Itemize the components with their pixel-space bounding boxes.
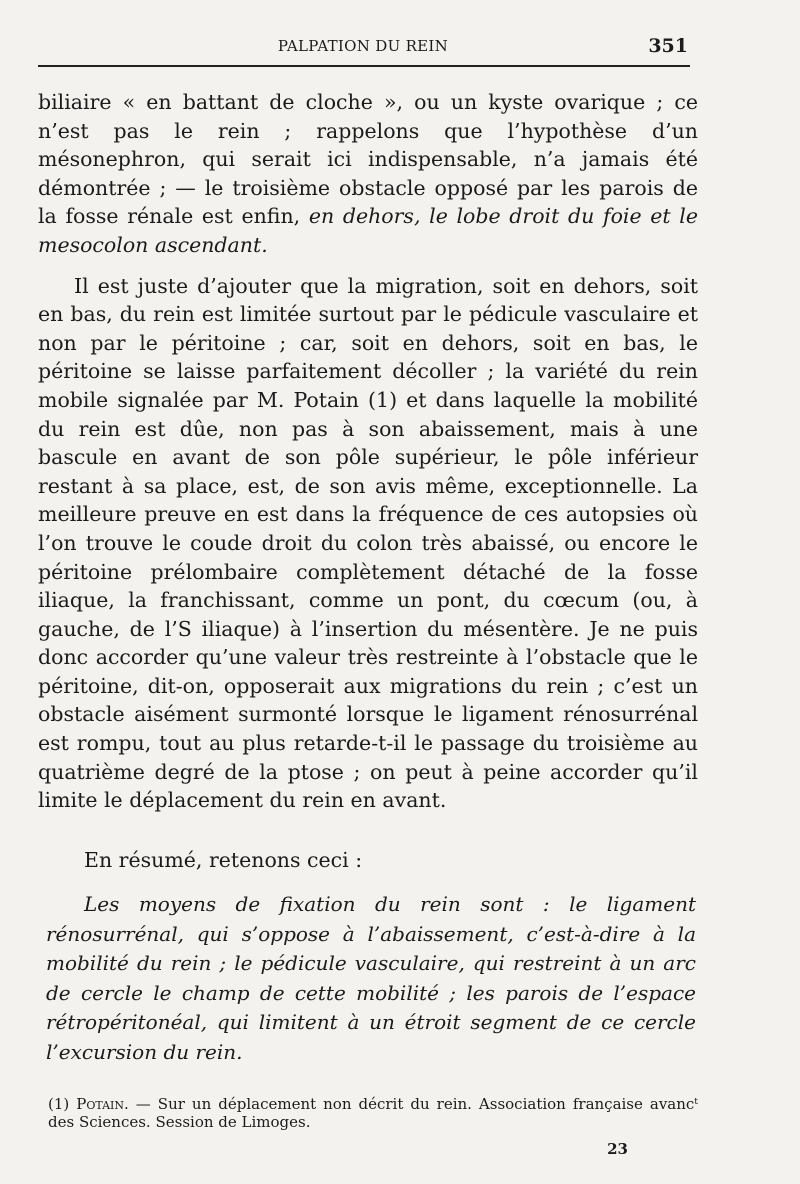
footnote-marker: (1) [48,1095,77,1113]
footnote [48,1095,698,1131]
main-text [38,88,698,815]
signature-mark: 23 [607,1140,628,1158]
paragraph-2: Il est juste d’ajouter que la migration, soit en dehors, soit en bas, du rein est limitée surtout par le pédicule vasculaire et non par le péritoine ; car, soit en dehors, soit en bas, le péritoine se laisse parfaitement décoller ; la variété du rein mobile signalée par M. Potain (1) et dans laquelle la mobilité du rein est dûe, non pas à son abaissement, mais à une bascule en avant de son pôle supérieur, le pôle inférieur restant à sa place, est, de son avis même, exceptionnelle. La meilleure preuve en est dans la fréquence de ces autopsies où l’on trouve le coude droit du colon très abaissé, ou encore le péritoine prélombaire complètement détaché de la fosse iliaque, la franchissant, comme un pont, du cœcum (ou, à gauche, de l’S iliaque) à l’insertion du mésentère. Je ne puis donc accorder qu’une valeur très restreinte à l’obstacle que le péritoine, dit-on, opposerait aux migrations du rein ; c’est un obstacle aisément surmonté lorsque le ligament rénosurrénal est rompu, tout au plus retarde-t-il le passage du troisième au quatrième degré de la ptose ; on peut à peine accorder qu’il limite le déplacement du rein en avant. [38,273,698,813]
page-number: 351 [648,35,688,57]
header-rule [38,65,690,67]
conclusion-paragraph: Les moyens de fixation du rein sont : le ligament rénosurrénal, qui s’oppose à l’abaissement, c’est-à-dire à la mobilité du rein ; le pédicule vasculaire, qui restreint à un arc de cercle le champ de cette mobilité ; les parois de l’espace rétropéritonéal, qui limitent à un étroit segment de ce cercle l’excursion du rein. [46,892,696,1064]
paragraph-1 [38,88,698,260]
footnote-text: — Sur un déplacement non décrit du rein. Association française avancᵗ des Sciences. Session de Limoges. [48,1095,699,1131]
summary-heading: En résumé, retenons ceci : [84,848,363,872]
footnote-author: Potain. [76,1095,129,1113]
paragraph-1-italic: en dehors, le lobe droit du foie et le mesocolon ascendant. [38,204,698,257]
paragraph-1-text: biliaire « en battant de cloche », ou un kyste ovarique ; ce n’est pas le rein ; rappelons que l’hypothèse d’un mésonephron, qui serait ici indispensable, n’a jamais été démontrée ; — le troisième obstacle opposé par les parois de la fosse rénale est enfin, [38,90,698,229]
running-head [38,35,688,61]
running-title: PALPATION DU REIN [277,37,449,55]
